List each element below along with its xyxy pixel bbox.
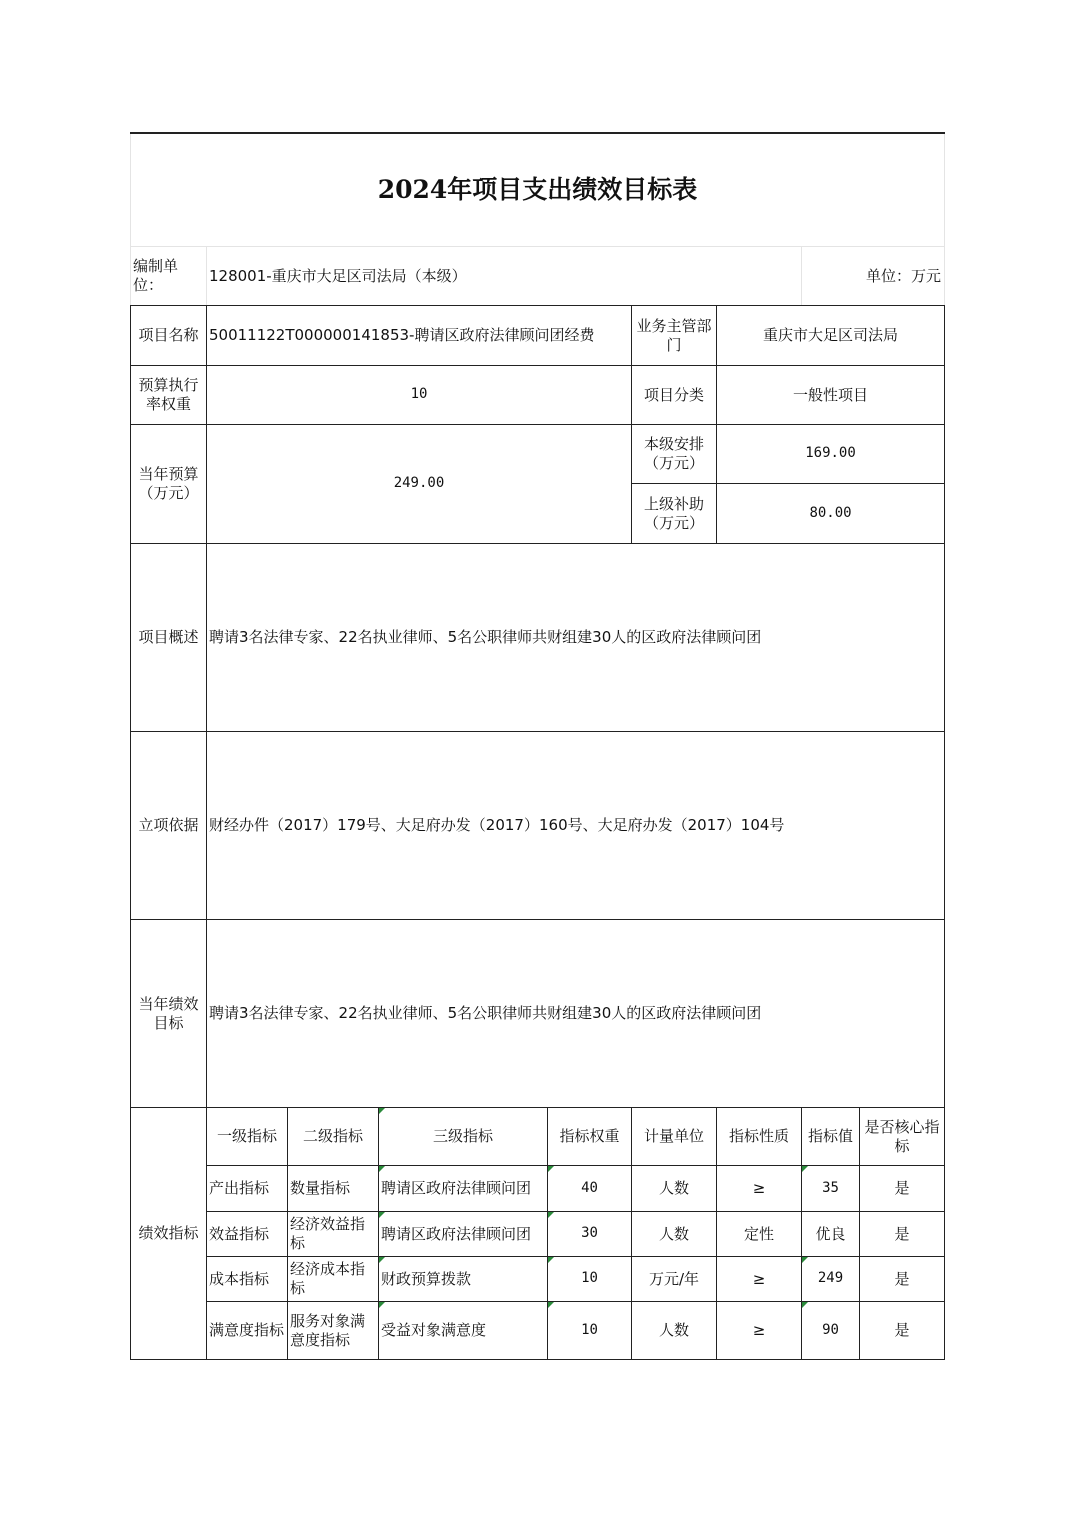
performance-target-sheet [130, 132, 944, 1360]
table-row [131, 1257, 945, 1302]
row-weight: 40 [548, 1166, 632, 1212]
table-row [131, 1212, 945, 1257]
row-weight: 10 [548, 1257, 632, 1302]
row-value: 优良 [802, 1212, 860, 1257]
row-nature: 定性 [717, 1212, 802, 1257]
budget-value: 249.00 [207, 425, 632, 544]
header-value: 指标值 [802, 1108, 860, 1166]
header-level2: 二级指标 [288, 1108, 379, 1166]
category-value: 一般性项目 [717, 366, 945, 425]
currency-unit: 单位：万元 [802, 247, 945, 306]
table-row [131, 1302, 945, 1360]
header-unit: 计量单位 [632, 1108, 717, 1166]
row-nature: ≥ [717, 1166, 802, 1212]
unit-value: 128001-重庆市大足区司法局（本级） [207, 247, 802, 306]
dept-label: 业务主管部门 [632, 306, 717, 366]
row-level2: 数量指标 [288, 1166, 379, 1212]
row-value: 35 [802, 1166, 860, 1212]
header-level3: 三级指标 [379, 1108, 548, 1166]
header-level1: 一级指标 [207, 1108, 288, 1166]
local-value: 169.00 [717, 425, 945, 484]
header-weight: 指标权重 [548, 1108, 632, 1166]
unit-label: 编制单位： [131, 247, 207, 306]
overview-label: 项目概述 [131, 544, 207, 732]
indicators-section-label: 绩效指标 [131, 1108, 207, 1360]
row-level1: 产出指标 [207, 1166, 288, 1212]
project-name-value: 50011122T000000141853-聘请区政府法律顾问团经费 [207, 306, 632, 366]
row-level2: 服务对象满意度指标 [288, 1302, 379, 1360]
row-level1: 成本指标 [207, 1257, 288, 1302]
subsidy-label: 上级补助（万元） [632, 484, 717, 544]
basis-value: 财经办件（2017）179号、大足府办发（2017）160号、大足府办发（2017）104号 [207, 732, 945, 920]
row-level2: 经济效益指标 [288, 1212, 379, 1257]
row-core: 是 [860, 1166, 945, 1212]
row-level1: 满意度指标 [207, 1302, 288, 1360]
dept-value: 重庆市大足区司法局 [717, 306, 945, 366]
budget-label: 当年预算（万元） [131, 425, 207, 544]
row-value: 90 [802, 1302, 860, 1360]
row-nature: ≥ [717, 1302, 802, 1360]
row-unit: 万元/年 [632, 1257, 717, 1302]
row-level3: 财政预算拨款 [379, 1257, 548, 1302]
weight-value: 10 [207, 366, 632, 425]
row-core: 是 [860, 1257, 945, 1302]
page-title: 2024年项目支出绩效目标表 [131, 133, 945, 247]
table-row [131, 1166, 945, 1212]
weight-label: 预算执行率权重 [131, 366, 207, 425]
row-core: 是 [860, 1302, 945, 1360]
overview-value: 聘请3名法律专家、22名执业律师、5名公职律师共财组建30人的区政府法律顾问团 [207, 544, 945, 732]
row-level3: 聘请区政府法律顾问团 [379, 1166, 548, 1212]
project-name-label: 项目名称 [131, 306, 207, 366]
row-weight: 30 [548, 1212, 632, 1257]
header-nature: 指标性质 [717, 1108, 802, 1166]
goal-value: 聘请3名法律专家、22名执业律师、5名公职律师共财组建30人的区政府法律顾问团 [207, 920, 945, 1108]
row-core: 是 [860, 1212, 945, 1257]
row-value: 249 [802, 1257, 860, 1302]
row-weight: 10 [548, 1302, 632, 1360]
subsidy-value: 80.00 [717, 484, 945, 544]
goal-label: 当年绩效目标 [131, 920, 207, 1108]
header-core: 是否核心指标 [860, 1108, 945, 1166]
category-label: 项目分类 [632, 366, 717, 425]
row-level1: 效益指标 [207, 1212, 288, 1257]
row-level3: 受益对象满意度 [379, 1302, 548, 1360]
performance-table [130, 132, 945, 1360]
row-unit: 人数 [632, 1166, 717, 1212]
row-unit: 人数 [632, 1212, 717, 1257]
row-nature: ≥ [717, 1257, 802, 1302]
row-level2: 经济成本指标 [288, 1257, 379, 1302]
basis-label: 立项依据 [131, 732, 207, 920]
row-unit: 人数 [632, 1302, 717, 1360]
local-label: 本级安排（万元） [632, 425, 717, 484]
row-level3: 聘请区政府法律顾问团 [379, 1212, 548, 1257]
